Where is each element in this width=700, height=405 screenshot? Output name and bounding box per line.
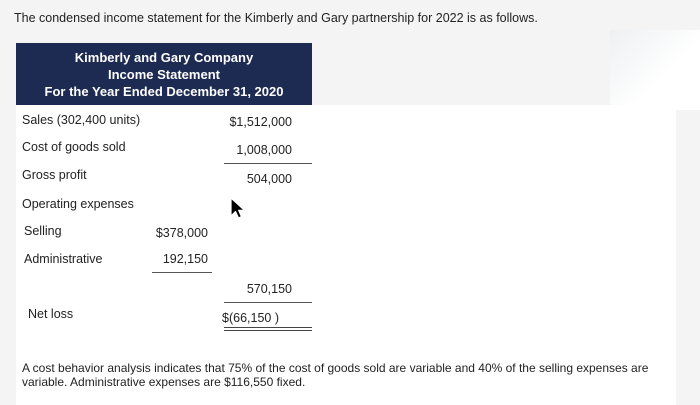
net-loss-double-underline-top: [224, 327, 312, 328]
total-operating-expenses-value: 570,150: [246, 282, 292, 296]
cogs-value: 1,008,000: [236, 143, 292, 157]
selling-value: $378,000: [155, 226, 208, 240]
statement-period: For the Year Ended December 31, 2020: [44, 84, 284, 99]
administrative-label: Administrative: [24, 252, 103, 266]
net-loss-label: Net loss: [28, 307, 74, 321]
total-opex-underline: [224, 302, 312, 303]
footer-text: A cost behavior analysis indicates that 75% of the cost of goods sold are variable and 40% of the selling expenses are variable. Administrative expenses are $116,550 fixed.: [22, 361, 649, 389]
statement-header: [16, 43, 312, 105]
mouse-pointer-icon: [229, 196, 247, 225]
net-loss-double-underline-bottom: [224, 330, 312, 331]
administrative-underline: [152, 272, 212, 273]
gross-profit-value: 504,000: [246, 172, 292, 186]
background-shade: [610, 30, 700, 110]
statement-title: Income Statement: [108, 67, 220, 82]
operating-expenses-label: Operating expenses: [22, 197, 134, 211]
sales-label: Sales (302,400 units): [22, 113, 141, 127]
cogs-underline: [224, 163, 312, 164]
statement-sheet: [16, 105, 676, 405]
gross-profit-label: Gross profit: [22, 168, 87, 182]
selling-label: Selling: [24, 224, 62, 238]
cogs-label: Cost of goods sold: [22, 140, 126, 154]
administrative-value: 192,150: [162, 252, 208, 266]
net-loss-value: $(66,150 ): [222, 311, 279, 325]
intro-text: The condensed income statement for the Kimberly and Gary partnership for 2022 is as follows.: [14, 11, 538, 25]
sales-value: $1,512,000: [229, 115, 292, 129]
company-name: Kimberly and Gary Company: [74, 50, 254, 65]
